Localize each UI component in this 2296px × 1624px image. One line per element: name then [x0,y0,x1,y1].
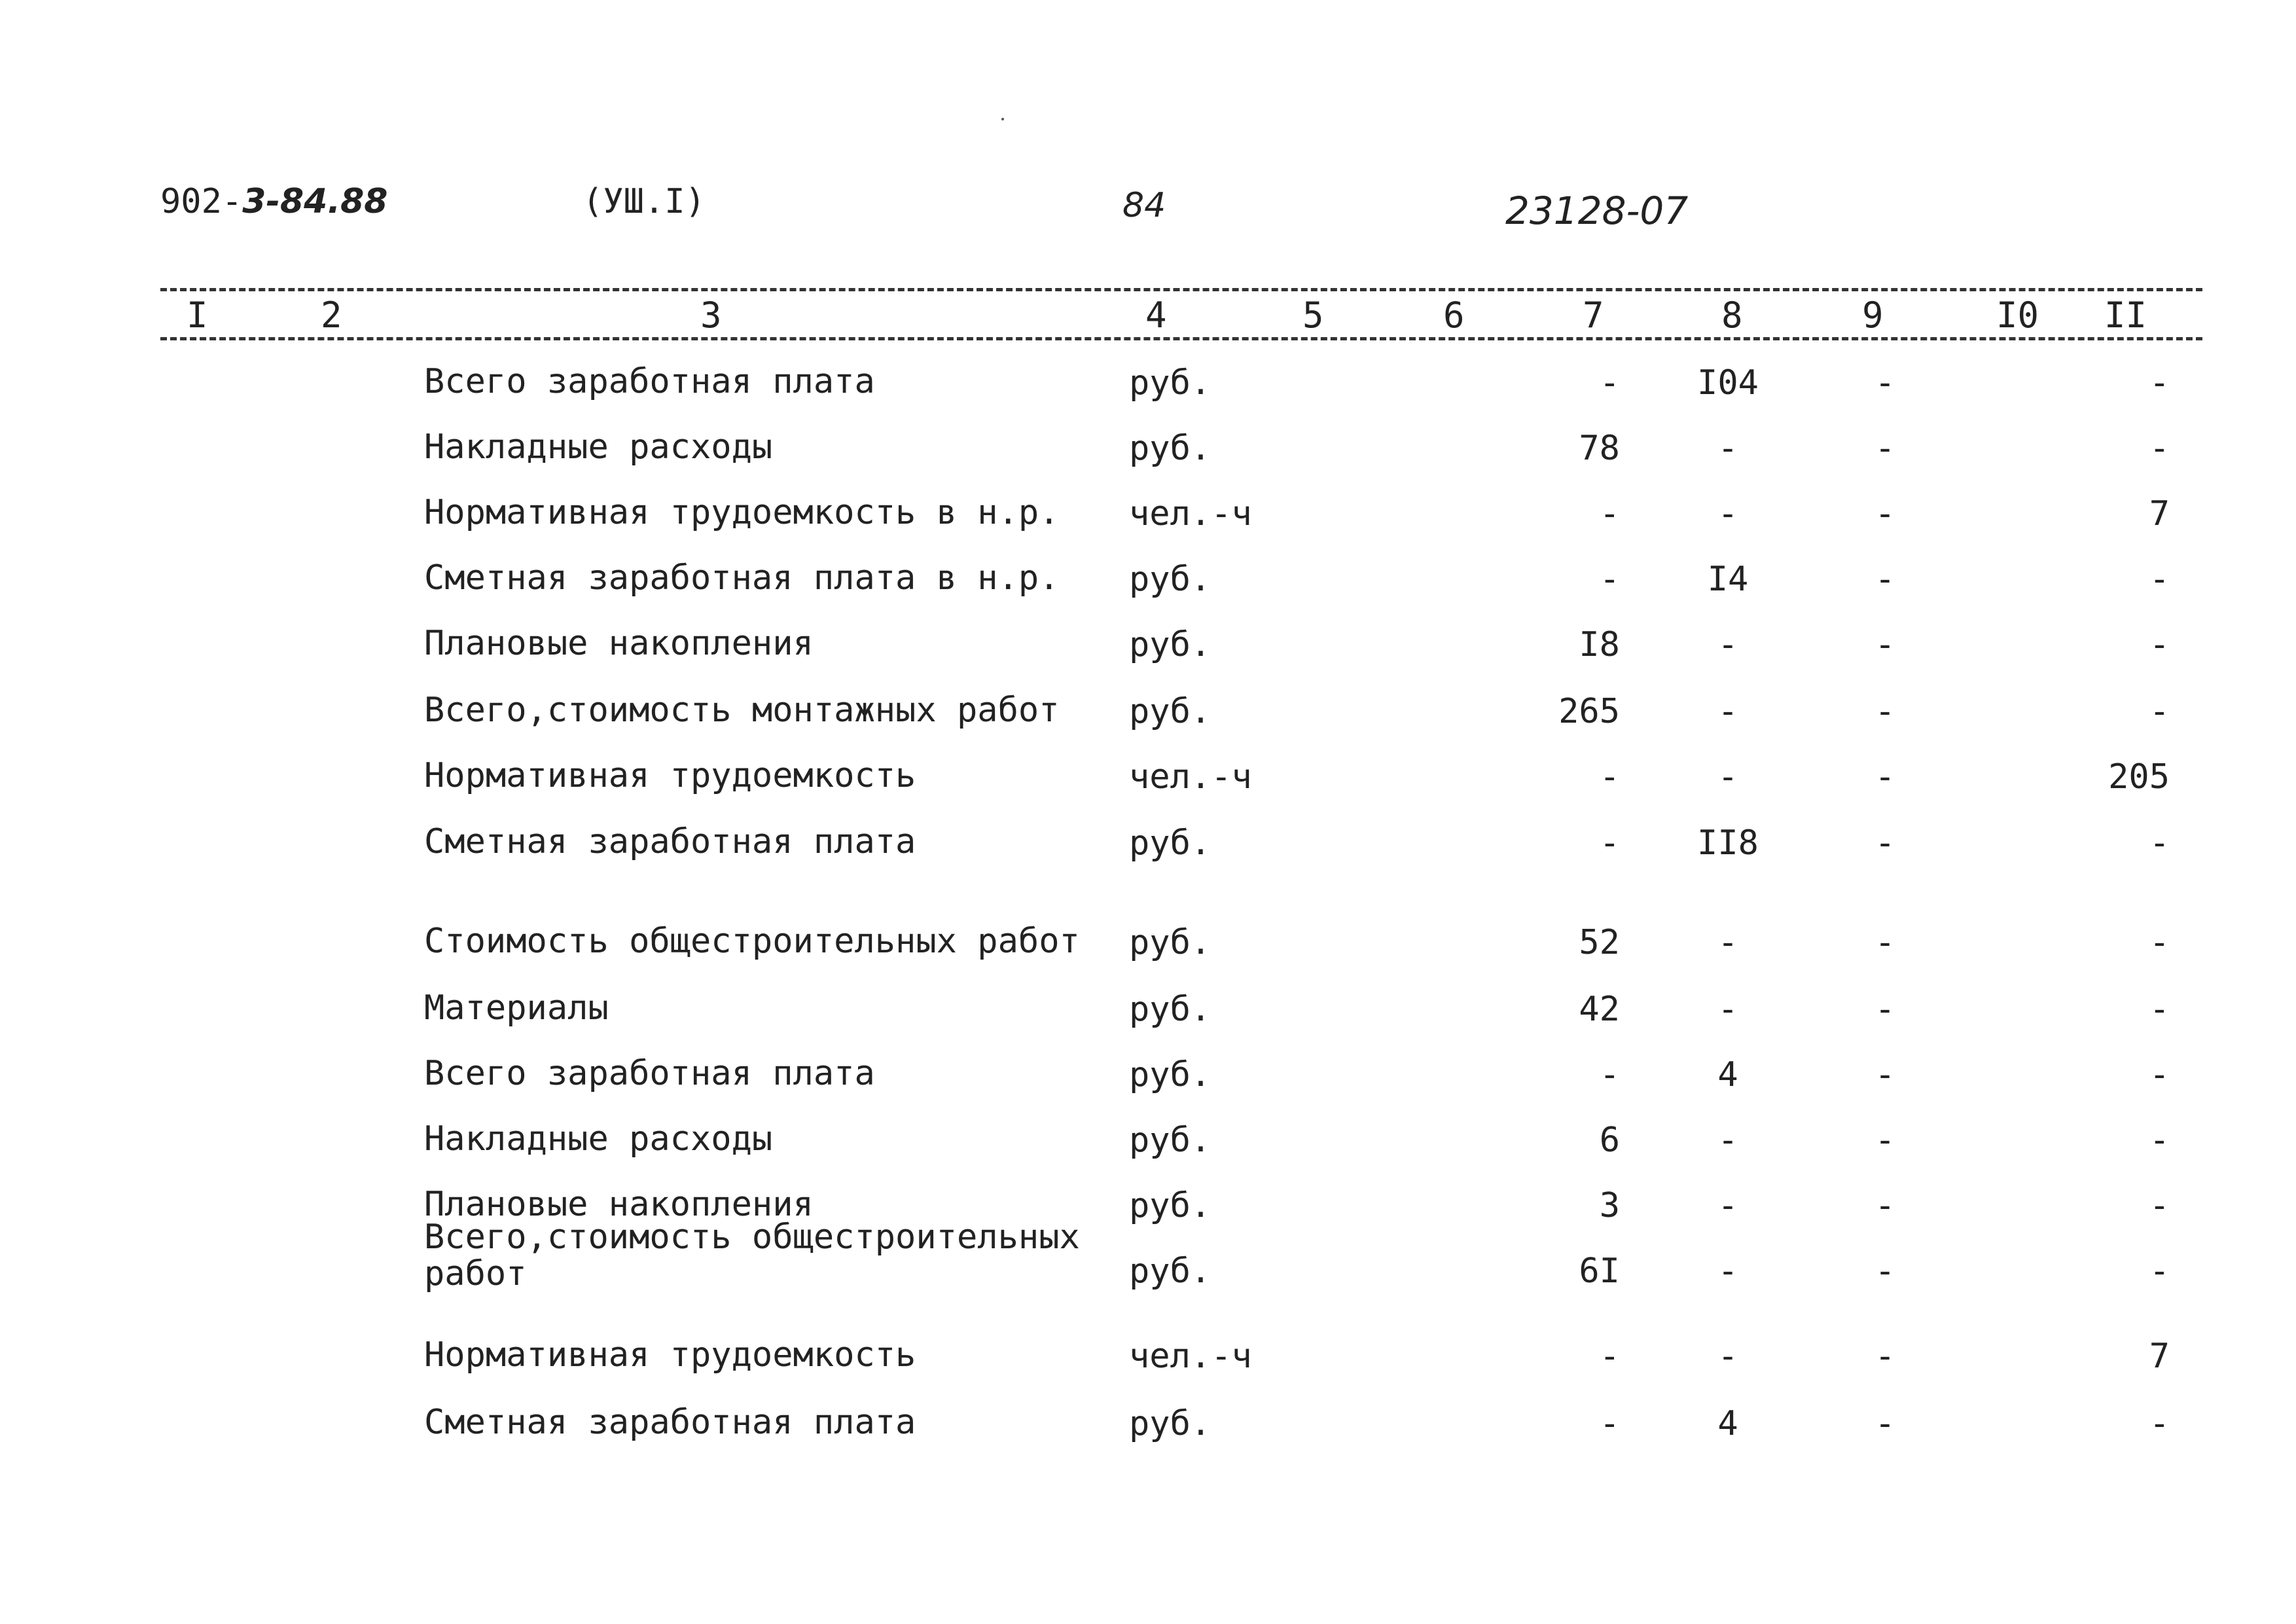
row-item-name-line1: Всего,стоимость общестроительных [424,1218,1080,1257]
row-unit: чел.-ч [1129,757,1252,797]
col-11-value: - [2149,1252,2170,1291]
col-7-value: - [1599,494,1620,533]
table-row [0,560,2296,619]
col-8-value: 4 [1717,1404,1738,1443]
table-row [0,1121,2296,1180]
row-item-name: Нормативная трудоемкость [424,1335,916,1375]
col-7-value: 6I [1579,1252,1620,1291]
col-9-value: - [1874,1121,1895,1160]
row-item-name: Всего заработная плата [424,1054,875,1093]
col-11-value: - [2149,923,2170,962]
column-number-11: II [2104,295,2147,336]
row-unit: руб. [1129,823,1211,863]
column-number-3: 3 [700,295,722,336]
column-number-5: 5 [1302,295,1324,336]
section-label: (УШ.I) [583,182,706,221]
col-7-value: - [1599,823,1620,863]
col-7-value: - [1599,363,1620,403]
col-8-value: - [1717,1252,1738,1291]
row-unit: руб. [1129,1186,1211,1225]
col-9-value: - [1874,823,1895,863]
column-number-8: 8 [1721,295,1743,336]
table-row [0,494,2296,553]
col-9-value: - [1874,560,1895,599]
row-item-name: Всего заработная плата [424,362,875,401]
column-number-6: 6 [1443,295,1465,336]
col-11-value: - [2149,560,2170,599]
col-9-value: - [1874,1404,1895,1443]
row-item-name: Нормативная трудоемкость в н.р. [424,493,1060,532]
col-11-value: - [2149,1186,2170,1225]
col-11-value: 7 [2149,1337,2170,1376]
table-row [0,429,2296,488]
col-9-value: - [1874,363,1895,403]
col-7-value: I8 [1579,625,1620,664]
row-unit: руб. [1129,560,1211,599]
col-7-value: 265 [1558,692,1620,731]
table-row [0,1218,2296,1310]
col-11-value: - [2149,1121,2170,1160]
col-11-value: - [2149,1404,2170,1443]
col-9-value: - [1874,923,1895,962]
document-code [160,182,387,221]
col-7-value: - [1599,1337,1620,1376]
col-8-value: - [1717,1337,1738,1376]
table-row [0,823,2296,882]
row-item-name: Накладные расходы [424,1119,773,1159]
col-11-value: - [2149,1055,2170,1094]
col-8-value: - [1717,757,1738,797]
table-row [0,363,2296,422]
col-9-value: - [1874,1186,1895,1225]
table-row [0,1186,2296,1245]
row-unit: руб. [1129,990,1211,1029]
col-8-value: - [1717,494,1738,533]
table-row [0,625,2296,684]
row-unit: чел.-ч [1129,494,1252,533]
table-top-rule [160,288,2202,291]
row-unit: чел.-ч [1129,1337,1252,1376]
table-row [0,692,2296,751]
col-9-value: - [1874,429,1895,468]
col-11-value: - [2149,625,2170,664]
row-item-name: Сметная заработная плата в н.р. [424,558,1060,598]
row-unit: руб. [1129,692,1211,731]
row-unit: руб. [1129,625,1211,664]
row-item-name: Плановые накопления [424,1185,814,1224]
col-7-value: - [1599,757,1620,797]
col-8-value: - [1717,990,1738,1029]
scan-speck [1001,118,1004,120]
col-9-value: - [1874,990,1895,1029]
column-number-10: I0 [1996,295,2039,336]
row-item-name: Сметная заработная плата [424,822,916,861]
col-11-value: 7 [2149,494,2170,533]
col-8-value: - [1717,429,1738,468]
col-7-value: - [1599,1404,1620,1443]
table-row [0,990,2296,1049]
col-9-value: - [1874,1337,1895,1376]
table-row [0,757,2296,816]
row-item-name-line2: работ [424,1254,527,1293]
col-9-value: - [1874,1252,1895,1291]
col-8-value: I4 [1707,560,1749,599]
col-11-value: - [2149,823,2170,863]
column-number-9: 9 [1862,295,1884,336]
col-8-value: - [1717,625,1738,664]
document-id: 23128-07 [1505,189,1689,233]
row-unit: руб. [1129,429,1211,468]
table-row [0,923,2296,982]
column-number-7: 7 [1583,295,1604,336]
col-8-value: I04 [1697,363,1759,403]
col-9-value: - [1874,494,1895,533]
col-7-value: 3 [1599,1186,1620,1225]
row-unit: руб. [1129,1404,1211,1443]
col-9-value: - [1874,757,1895,797]
row-item-name [424,1219,1080,1292]
col-8-value: - [1717,923,1738,962]
col-7-value: - [1599,560,1620,599]
col-7-value: 6 [1599,1121,1620,1160]
page-number: 84 [1122,186,1166,225]
row-item-name: Всего,стоимость монтажных работ [424,691,1060,730]
col-11-value: - [2149,990,2170,1029]
row-item-name: Сметная заработная плата [424,1403,916,1442]
column-number-1: I [187,295,208,336]
document-code-prefix: 902- [160,182,243,221]
row-item-name: Нормативная трудоемкость [424,756,916,795]
column-number-4: 4 [1145,295,1167,336]
row-item-name: Материалы [424,988,609,1028]
col-8-value: II8 [1697,823,1759,863]
col-9-value: - [1874,1055,1895,1094]
table-header-rule [160,337,2202,340]
row-item-name: Стоимость общестроительных работ [424,922,1080,961]
col-11-value: - [2149,429,2170,468]
col-8-value: - [1717,1186,1738,1225]
col-8-value: 4 [1717,1055,1738,1094]
table-row [0,1404,2296,1463]
col-7-value: 52 [1579,923,1620,962]
row-unit: руб. [1129,1055,1211,1094]
col-11-value: - [2149,692,2170,731]
col-9-value: - [1874,625,1895,664]
table-row [0,1055,2296,1114]
row-unit: руб. [1129,923,1211,962]
col-8-value: - [1717,1121,1738,1160]
col-7-value: 78 [1579,429,1620,468]
col-7-value: - [1599,1055,1620,1094]
col-11-value: - [2149,363,2170,403]
col-7-value: 42 [1579,990,1620,1029]
col-9-value: - [1874,692,1895,731]
column-number-2: 2 [321,295,342,336]
col-11-value: 205 [2108,757,2170,797]
row-item-name: Накладные расходы [424,427,773,467]
col-8-value: - [1717,692,1738,731]
document-code-handwritten: 3-84.88 [242,182,388,221]
row-unit: руб. [1129,1121,1211,1160]
table-row [0,1337,2296,1396]
row-item-name: Плановые накопления [424,624,814,663]
row-unit: руб. [1129,363,1211,403]
row-unit: руб. [1129,1252,1211,1291]
